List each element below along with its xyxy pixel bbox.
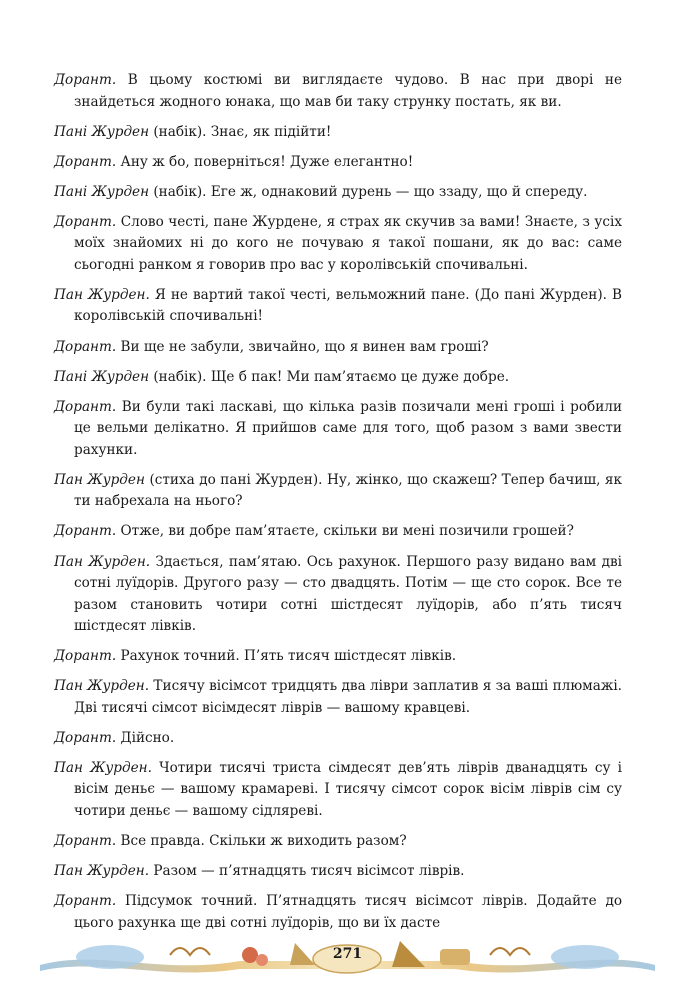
speaker-name: Пані Журден [54,183,150,200]
dialogue-line [54,470,622,513]
speech-text: Я не вартий такої честі, вельможний пане. (До пані Журден). В королівській спочивальні! [74,286,622,325]
dialogue-line [54,367,622,389]
dialogue-line [54,182,622,204]
page-text [54,70,622,943]
dialogue-line [54,212,622,277]
speech-text: (набік). Знає, як підійти! [149,123,332,140]
speaker-name: Дорант. [54,398,117,415]
dialogue-line [54,70,622,113]
speech-text: (стиха до пані Журден). Ну, жінко, що скажеш? Тепер бачиш, як ти набрехала на нього? [74,471,622,510]
speech-text: В цьому костюмі ви виглядаєте чудово. В нас при дворі не знайдеться жодного юнака, що мав би таку струнку постать, як ви. [74,72,622,110]
speaker-name: Дорант. [54,648,117,665]
dialogue-line [54,397,622,462]
dialogue-line [54,831,622,853]
speaker-name: Дорант. [54,338,117,355]
dialogue-line [54,152,622,174]
dialogue-line [54,646,622,668]
speaker-name: Дорант. [54,893,117,910]
dialogue-line [54,521,622,543]
speech-text: Отже, ви добре пам’ятаєте, скільки ви мені позичили грошей? [116,523,574,540]
speaker-name: Пан Журден. [54,553,151,570]
speaker-name: Пані Журден [54,123,150,140]
speech-text: Рахунок точний. П’ять тисяч шістдесят лівків. [116,648,457,665]
speech-text: Дійсно. [116,729,175,746]
dialogue-line [54,337,622,359]
dialogue-line [54,861,622,883]
speaker-name: Пан Журден. [54,678,150,695]
dialogue-line [54,552,622,638]
dialogue-line [54,758,622,823]
speaker-name: Дорант. [54,523,117,540]
speaker-name: Пан Журден. [54,759,152,776]
speaker-name: Пан Журден. [54,286,150,303]
speaker-name: Пані Журден [54,368,150,385]
dialogue-line [54,285,622,328]
speech-text: Ви ще не забули, звичайно, що я винен вам гроші? [116,338,489,355]
speech-text: Ви були такі ласкаві, що кілька разів позичали мені гроші і робили це вельми делікатно. Я прийшов саме для того, щоб разом з вами звести рахунки. [74,398,622,458]
dialogue-line [54,676,622,719]
speech-text: (набік). Еге ж, однаковий дурень — що ззаду, що й спереду. [149,183,588,200]
speech-text: Здається, пам’ятаю. Ось рахунок. Першого разу видано вам дві сотні луїдорів. Другого разу — сто двадцять. Потім — ще сто сорок. Все те разом становить чотири сотні шістдесят луїдорів, або п’ять тисяч шістдесят лівків. [74,553,622,635]
speaker-name: Пан Журден [54,471,145,488]
speaker-name: Дорант. [54,72,117,88]
speaker-name: Пан Журден. [54,863,150,880]
speech-text: Чотири тисячі триста сімдесят дев’ять ліврів дванадцять су і вісім деньє — вашому крамареві. І тисячу сімсот сорок вісім ліврів сім су чотири деньє — вашому сідляреві. [74,759,623,819]
speech-text: Все правда. Скільки ж виходить разом? [116,833,407,849]
speech-text: Ану ж бо, поверніться! Дуже елегантно! [116,153,414,170]
speech-text: Разом — п’ятнадцять тисяч вісімсот ліврів. [149,863,465,880]
dialogue-line [54,122,622,144]
page-number: 271 [332,946,363,962]
speaker-name: Дорант. [54,213,117,230]
speaker-name: Дорант. [54,833,117,849]
decorative-footer-banner [40,935,655,979]
speech-text: Підсумок точний. П’ятнадцять тисяч вісімсот ліврів. Додайте до цього рахунка ще дві сотні луїдорів, що ви їх дасте [74,893,622,931]
speech-text: (набік). Ще б пак! Ми пам’ятаємо це дуже добре. [149,368,510,385]
dialogue-line [54,891,622,934]
speech-text: Слово честі, пане Журдене, я страх як скучив за вами! Знаєте, з усіх моїх знайомих ні до кого не почуваю я такої пошани, як до вас: саме сьогодні ранком я говорив про вас у королівській спочивальні. [74,213,622,273]
dialogue-line [54,728,622,750]
speech-text: Тисячу вісімсот тридцять два ліври заплатив я за ваші плюмажі. Дві тисячі сімсот вісімдесят ліврів — вашому кравцеві. [74,678,623,716]
speaker-name: Дорант. [54,153,117,170]
speaker-name: Дорант. [54,729,117,746]
